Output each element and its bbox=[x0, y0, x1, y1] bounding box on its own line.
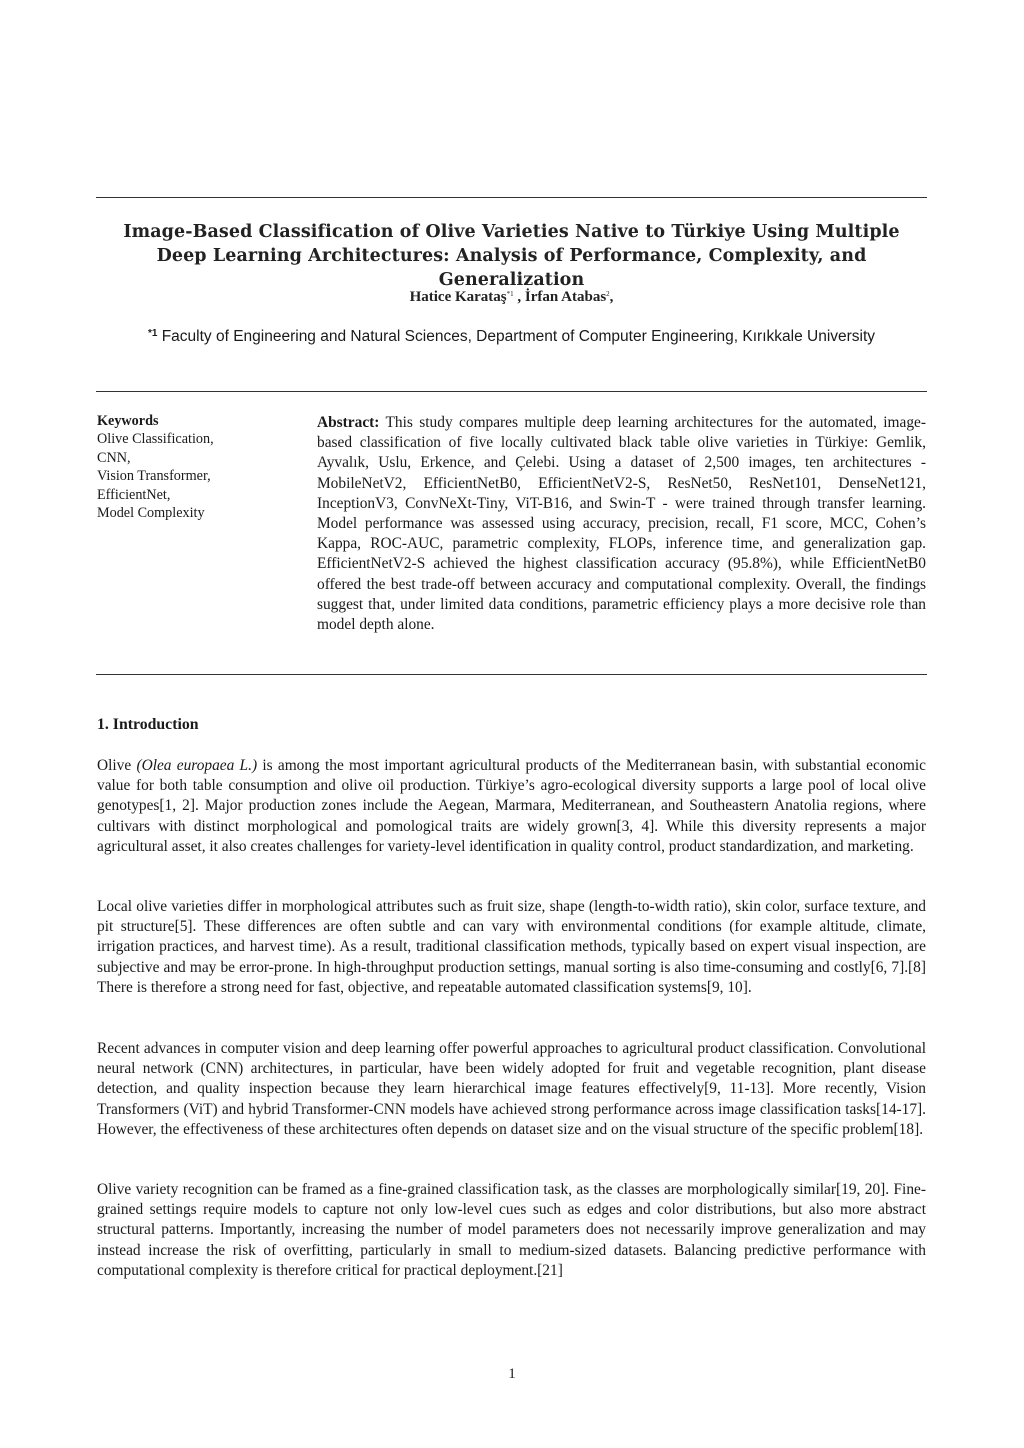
abstract-block bbox=[317, 413, 926, 635]
keyword-item: CNN, bbox=[97, 449, 131, 466]
keyword-item: EfficientNet, bbox=[97, 486, 171, 503]
affiliation-text: Faculty of Engineering and Natural Sciences, Department of Computer Engineering, Kırıkkale University bbox=[161, 328, 876, 345]
intro-paragraph-1-rest: is among the most important agricultural products of the Mediterranean basin, with substantial economic value for both table consumption and olive oil production. Türkiye’s agro-ecological diversity supports a large pool of local olive genotypes[1, 2]. Major production zones include the Aegean, Marmara, Mediterranean, and Southeastern Anatolia regions, where cultivars with distinct morphological and pomological traits are widely grown[3, 4]. While this diversity represents a major agricultural asset, it also creates challenges for variety-level identification in quality control, product standardization, and marketing. bbox=[97, 757, 926, 855]
abstract-label: Abstract: bbox=[317, 414, 380, 431]
abstract-divider bbox=[96, 674, 927, 675]
keyword-item: Model Complexity bbox=[97, 505, 205, 522]
affiliation-mark: *1 bbox=[147, 328, 158, 339]
top-rule bbox=[96, 197, 927, 198]
keywords-block bbox=[97, 412, 297, 522]
intro-paragraph-3: Recent advances in computer vision and deep learning offer powerful approaches to agricultural product classification. Convolutional neural network (CNN) architectures, in particular, have been widely adopted for fruit and vegetable recognition, plant disease detection, and quality inspection because they learn hierarchical image features effectively[9, 11-13]. More recently, Vision Transformers (ViT) and hybrid Transformer-CNN models have achieved strong performance across image classification tasks[14-17]. However, the effectiveness of these architectures often depends on dataset size and on the visual structure of the specific problem[18]. bbox=[97, 1040, 926, 1138]
intro-paragraph-1 bbox=[97, 756, 926, 857]
page-number: 1 bbox=[508, 1366, 516, 1382]
author-name: İrfan Atabas bbox=[524, 289, 607, 305]
author-line: Hatice Karataş$^{*1}$ , İrfan Atabas$^2$, bbox=[409, 289, 614, 305]
header-divider bbox=[96, 391, 927, 392]
keyword-item: Vision Transformer, bbox=[97, 468, 211, 485]
species-name: (Olea europaea L.) bbox=[136, 757, 258, 774]
author-name: Hatice Karataş bbox=[409, 289, 507, 305]
author-mark: *1 bbox=[506, 290, 514, 298]
abstract-text: This study compares multiple deep learning architectures for the automated, image-based classification of five locally cultivated black table olive varieties in Türkiye: Gemlik, Ayvalık, Uslu, Erkence, and Çelebi. Using a dataset of 2,500 images, ten architectures - MobileNetV2, EfficientNetB0, EfficientNetV2-S, ResNet50, ResNet101, DenseNet121, InceptionV3, ConvNeXt-Tiny, ViT-B16, and Swin-T - were trained through transfer learning. Model performance was assessed using accuracy, precision, recall, F1 score, MCC, Cohen’s Kappa, ROC-AUC, parametric complexity, FLOPs, inference time, and generalization gap. EfficientNetV2-S achieved the highest classification accuracy (95.8%), while EfficientNetB0 offered the best trade-off between accuracy and computational complexity. Overall, the findings suggest that, under limited data conditions, parametric efficiency plays a more decisive role than model depth alone. bbox=[317, 414, 926, 634]
keyword-item: Olive Classification, bbox=[97, 431, 214, 448]
section-heading-introduction: 1. Introduction bbox=[97, 716, 199, 733]
intro-paragraph-4: Olive variety recognition can be framed as a fine-grained classification task, as the classes are morphologically similar[19, 20]. Fine-grained settings require models to capture not only low-level cues such as edges and color distributions, but also more abstract structural patterns. Importantly, increasing the number of model parameters does not necessarily improve generalization and may instead increase the risk of overfitting, particularly in small to medium-sized datasets. Balancing predictive performance with computational complexity is therefore critical for practical deployment.[21] bbox=[97, 1181, 926, 1279]
author-mark: 2 bbox=[606, 290, 610, 298]
intro-paragraph-1-start: Olive bbox=[97, 757, 137, 774]
intro-paragraph-2: Local olive varieties differ in morphological attributes such as fruit size, shape (length-to-width ratio), skin color, surface texture, and pit structure[5]. These differences are often subtle and can vary with environmental conditions (for example altitude, climate, irrigation practices, and harvest time). As a result, traditional classification methods, typically based on expert visual inspection, are subjective and may be error-prone. In high-throughput production settings, manual sorting is also time-consuming and costly[6, 7].[8] There is therefore a strong need for fast, objective, and repeatable automated classification systems[9, 10]. bbox=[97, 898, 926, 996]
paper-title: Image-Based Classification of Olive Varieties Native to Türkiye Using Multiple Deep Learning Architectures: Analysis of Performance, Complexity, and Generalization bbox=[123, 222, 900, 290]
keywords-heading: Keywords bbox=[97, 413, 159, 429]
affiliation bbox=[96, 328, 927, 346]
